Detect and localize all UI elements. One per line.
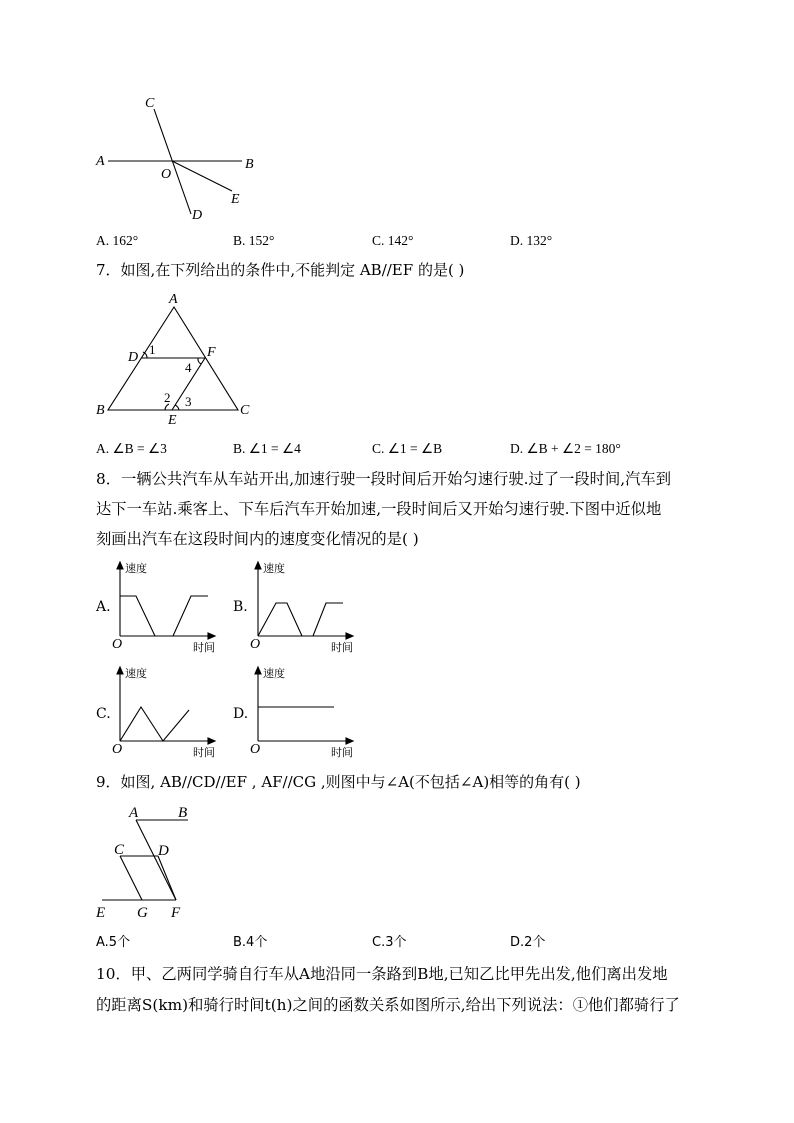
q8-graph-d-letter[interactable]: D. <box>233 706 249 722</box>
label-a: A <box>169 292 178 307</box>
q7-option-b[interactable]: B. ∠1 = ∠4 <box>233 441 301 456</box>
angle-2-label: 2 <box>164 390 171 405</box>
origin-label: O <box>250 742 261 757</box>
x-axis-arrow <box>346 738 353 744</box>
y-axis-arrow <box>117 667 123 674</box>
x-label: 时间 <box>331 641 353 654</box>
label-f: F <box>171 905 181 921</box>
label-e: E <box>96 905 106 921</box>
x-label: 时间 <box>193 641 215 654</box>
q8-graph-a[interactable] <box>110 560 230 657</box>
q7-stem: 7．如图,在下列给出的条件中,不能判定 AB//EF 的是( ) <box>96 261 465 279</box>
q8-graph-c-letter[interactable]: C. <box>96 706 111 722</box>
y-label: 速度 <box>263 562 285 575</box>
label-b: B <box>245 157 254 172</box>
label-b: B <box>178 805 188 821</box>
q9-option-b[interactable]: B.4个 <box>233 935 268 950</box>
y-label: 速度 <box>125 562 147 575</box>
q7-option-a[interactable]: A. ∠B = ∠3 <box>96 441 167 456</box>
q6-option-c[interactable]: C. 142° <box>372 233 414 248</box>
speed-curve <box>120 707 189 741</box>
q8-stem-line-2: 达下一车站.乘客上、下车后汽车开始加速,一段时间后又开始匀速行驶.下图中近似地 <box>96 500 662 518</box>
origin-label: O <box>250 637 261 652</box>
q10-stem-line-2: 的距离S(km)和骑行时间t(h)之间的函数关系如图所示,给出下列说法：①他们都骑行了 <box>96 996 680 1014</box>
y-axis-arrow <box>255 562 261 569</box>
angle-1-label: 1 <box>149 342 156 357</box>
label-b: B <box>96 403 105 418</box>
figure-q7 <box>92 290 262 430</box>
label-o: O <box>161 167 172 182</box>
q7-option-d[interactable]: D. ∠B + ∠2 = 180° <box>510 441 621 456</box>
y-axis-arrow <box>117 562 123 569</box>
label-c: C <box>240 403 250 418</box>
q8-graph-b-letter[interactable]: B. <box>233 599 248 615</box>
y-label: 速度 <box>125 667 147 680</box>
y-label: 速度 <box>263 667 285 680</box>
q9-stem: 9．如图, AB//CD//EF , AF//CG ,则图中与∠A(不包括∠A)相等的角有( ) <box>96 773 581 791</box>
label-d: D <box>192 208 203 223</box>
arc-angle-3 <box>175 405 179 410</box>
speed-curve <box>258 603 343 636</box>
arc-angle-4 <box>198 358 201 364</box>
angle-4-label: 4 <box>185 360 192 375</box>
label-a: A <box>96 154 105 169</box>
label-d: D <box>158 843 169 859</box>
figure-q9 <box>92 800 202 925</box>
x-axis-arrow <box>208 738 215 744</box>
segment-df <box>158 856 176 900</box>
label-d: D <box>128 350 139 365</box>
figure-q6 <box>90 92 260 227</box>
speed-curve <box>120 596 208 636</box>
label-c: C <box>145 96 155 111</box>
q7-option-c[interactable]: C. ∠1 = ∠B <box>372 441 443 456</box>
q10-stem-line-1: 10．甲、乙两同学骑自行车从A地沿同一条路到B地,已知乙比甲先出发,他们离出发地 <box>96 965 668 983</box>
q8-graph-c[interactable] <box>110 665 230 762</box>
q8-stem-line-3: 刻画出汽车在这段时间内的速度变化情况的是( ) <box>96 530 419 548</box>
q9-option-d[interactable]: D.2个 <box>510 935 546 950</box>
q6-option-d[interactable]: D. 132° <box>510 233 553 248</box>
q8-graph-b[interactable] <box>248 560 368 657</box>
label-a: A <box>129 805 139 821</box>
label-g: G <box>137 905 148 921</box>
q9-option-c[interactable]: C.3个 <box>372 935 407 950</box>
x-label: 时间 <box>331 746 353 759</box>
origin-label: O <box>112 637 123 652</box>
q6-option-a[interactable]: A. 162° <box>96 233 139 248</box>
label-e: E <box>231 192 240 207</box>
segment-af <box>136 820 176 900</box>
x-label: 时间 <box>193 746 215 759</box>
label-f: F <box>207 345 216 360</box>
q6-option-b[interactable]: B. 152° <box>233 233 275 248</box>
label-e: E <box>168 413 177 428</box>
q8-stem-line-1: 8．一辆公共汽车从车站开出,加速行驶一段时间后开始匀速行驶.过了一段时间,汽车到 <box>96 470 672 488</box>
q9-option-a[interactable]: A.5个 <box>96 935 131 950</box>
label-c: C <box>114 842 125 858</box>
q8-graph-a-letter[interactable]: A. <box>96 599 111 615</box>
y-axis-arrow <box>255 667 261 674</box>
segment-cg <box>120 856 142 900</box>
origin-label: O <box>112 742 123 757</box>
angle-3-label: 3 <box>185 394 192 409</box>
x-axis-arrow <box>346 633 353 639</box>
x-axis-arrow <box>208 633 215 639</box>
q8-graph-d[interactable] <box>248 665 368 762</box>
